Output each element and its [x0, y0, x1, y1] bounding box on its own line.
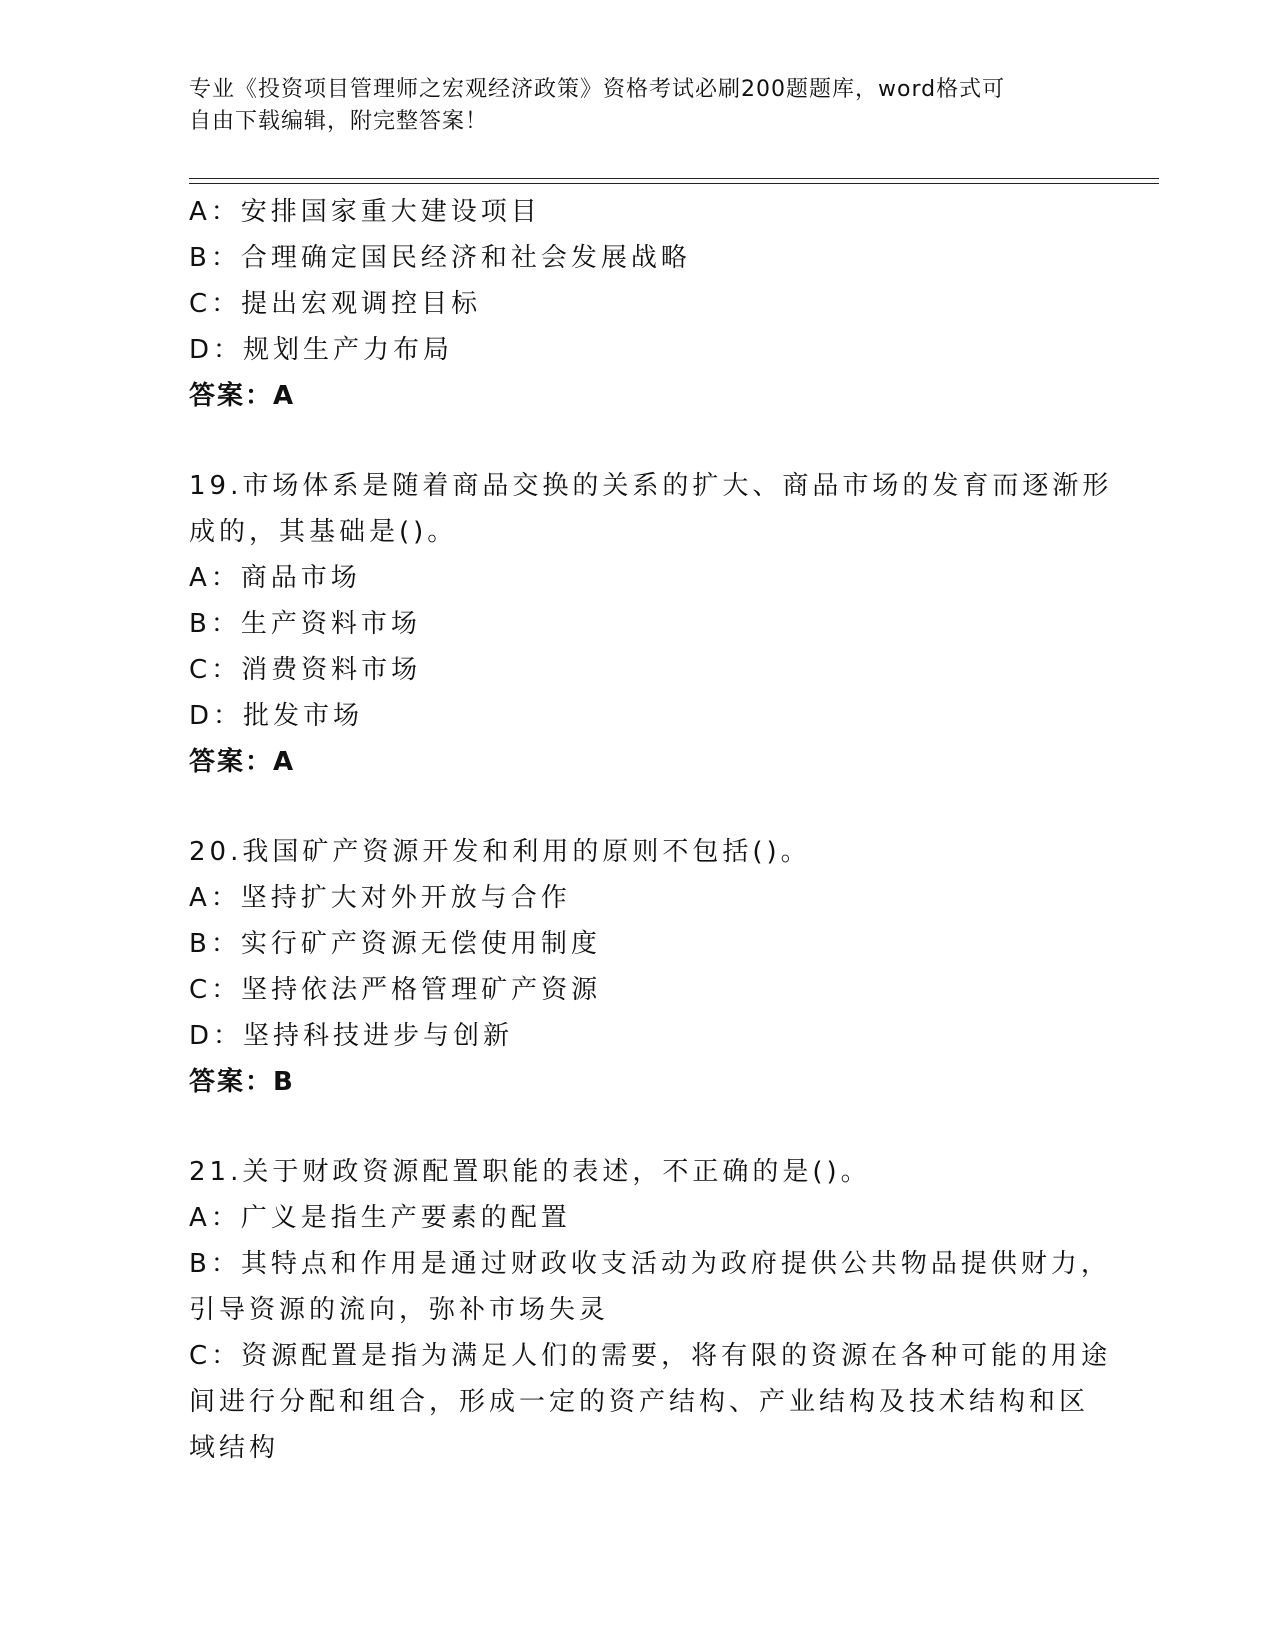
- option-a: A：坚持扩大对外开放与合作: [189, 883, 571, 913]
- question-stem: 20.我国矿产资源开发和利用的原则不包括()。: [189, 837, 811, 867]
- option-b: B：实行矿产资源无偿使用制度: [189, 929, 601, 959]
- option-c-line-1: C：资源配置是指为满足人们的需要，将有限的资源在各种可能的用途: [189, 1341, 1112, 1371]
- question-list: [189, 189, 1113, 1471]
- option-b: B：生产资料市场: [189, 609, 421, 639]
- option-a: A：安排国家重大建设项目: [189, 197, 541, 227]
- header-line-2: 自由下载编辑，附完整答案！: [189, 109, 489, 134]
- divider-line-thin: [189, 183, 1159, 184]
- answer: 答案：B: [189, 1067, 295, 1097]
- spacer: [189, 419, 1099, 463]
- option-c: C：消费资料市场: [189, 655, 422, 685]
- header-divider: [189, 178, 1159, 185]
- header-line-1: 专业《投资项目管理师之宏观经济政策》资格考试必刷200题题库，word格式可: [189, 77, 1006, 102]
- option-b-line-1: B：其特点和作用是通过财政收支活动为政府提供公共物品提供财力，: [189, 1249, 1111, 1279]
- option-a: A：商品市场: [189, 563, 361, 593]
- option-c: C：坚持依法严格管理矿产资源: [189, 975, 602, 1005]
- option-c-line-2: 间进行分配和组合，形成一定的资产结构、产业结构及技术结构和区: [189, 1387, 1090, 1417]
- question-stem: 21.关于财政资源配置职能的表述，不正确的是()。: [189, 1157, 871, 1187]
- question-21: [189, 1149, 1112, 1471]
- answer: 答案：A: [189, 381, 296, 411]
- option-d: D：规划生产力布局: [189, 335, 454, 365]
- divider-line-thick: [189, 178, 1159, 179]
- question-20: [189, 829, 1099, 1105]
- option-c: C：提出宏观调控目标: [189, 289, 482, 319]
- question-18: [189, 189, 1099, 419]
- spacer: [189, 785, 1099, 829]
- option-c-line-3: 域结构: [189, 1433, 280, 1463]
- option-b: B：合理确定国民经济和社会发展战略: [189, 243, 691, 273]
- option-d: D：批发市场: [189, 701, 364, 731]
- page-header: [189, 74, 1069, 138]
- option-b-line-2: 引导资源的流向，弥补市场失灵: [189, 1295, 610, 1325]
- spacer: [189, 1105, 1099, 1149]
- question-19: [189, 463, 1113, 785]
- question-stem-line-2: 成的，其基础是()。: [189, 517, 458, 547]
- option-d: D：坚持科技进步与创新: [189, 1021, 514, 1051]
- answer: 答案：A: [189, 747, 296, 777]
- option-a: A：广义是指生产要素的配置: [189, 1203, 571, 1233]
- question-stem-line-1: 19.市场体系是随着商品交换的关系的扩大、商品市场的发育而逐渐形: [189, 471, 1113, 501]
